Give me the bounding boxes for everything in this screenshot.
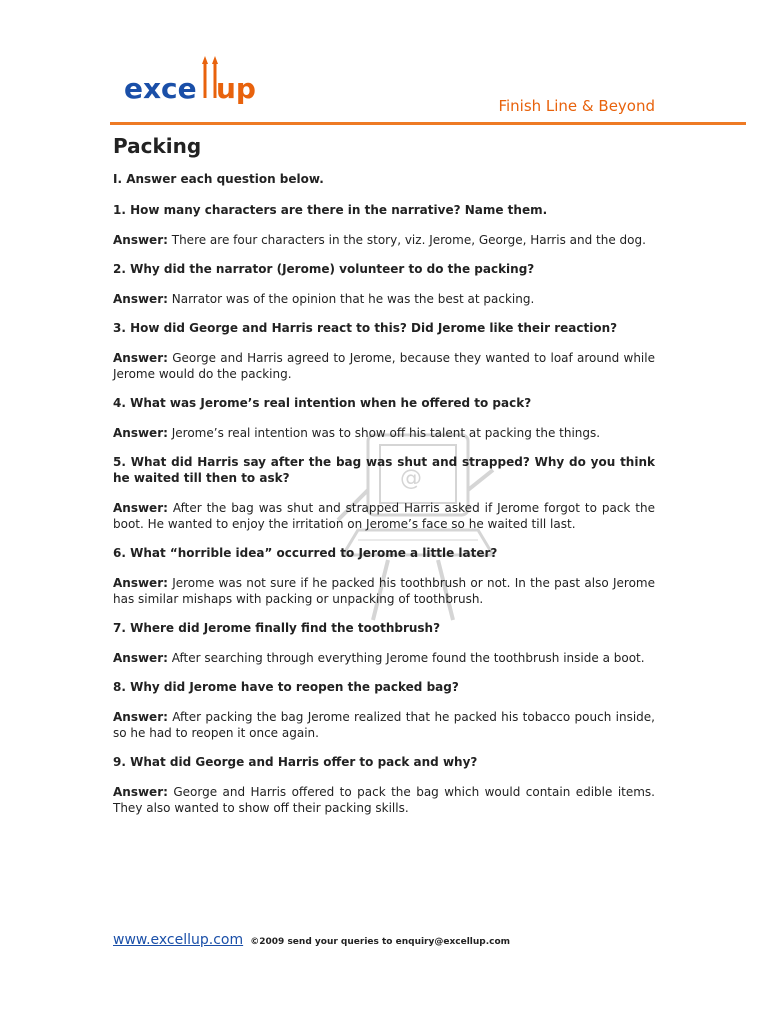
qa-item bbox=[113, 202, 655, 248]
qa-item bbox=[113, 320, 655, 382]
answer-text: Jerome was not sure if he packed his toothbrush or not. In the past also Jerome has similar mishaps with packing or unpacking of toothbrush. bbox=[113, 576, 655, 606]
logo-text-left: exce bbox=[124, 72, 197, 105]
answer-text: After packing the bag Jerome realized that he packed his tobacco pouch inside, so he had to reopen it once again. bbox=[113, 710, 655, 740]
question: 9. What did George and Harris offer to pack and why? bbox=[113, 755, 478, 769]
answer-text: George and Harris agreed to Jerome, because they wanted to loaf around while Jerome would do the packing. bbox=[113, 351, 655, 381]
instructions: I. Answer each question below. bbox=[113, 172, 324, 186]
answer bbox=[113, 425, 655, 441]
question: 6. What “horrible idea” occurred to Jerome a little later? bbox=[113, 546, 498, 560]
question: 3. How did George and Harris react to this? Did Jerome like their reaction? bbox=[113, 321, 618, 335]
question: 1. How many characters are there in the narrative? Name them. bbox=[113, 203, 548, 217]
qa-item bbox=[113, 395, 655, 441]
excellup-logo[interactable] bbox=[112, 48, 282, 110]
footer-copyright: ©2009 send your queries to enquiry@excellup.com bbox=[250, 937, 511, 947]
page-header bbox=[0, 0, 768, 128]
page-title: Packing bbox=[113, 134, 202, 158]
qa-item bbox=[113, 545, 655, 607]
answer bbox=[113, 350, 655, 382]
main-content bbox=[113, 134, 655, 829]
tagline: Finish Line & Beyond bbox=[498, 97, 655, 115]
answer-label: Answer: bbox=[113, 710, 168, 724]
answer-text: George and Harris offered to pack the bag which would contain edible items. They also wanted to show off their packing skills. bbox=[113, 785, 655, 815]
answer-text: Narrator was of the opinion that he was the best at packing. bbox=[171, 292, 535, 306]
answer-label: Answer: bbox=[113, 233, 168, 247]
answer bbox=[113, 232, 655, 248]
page-footer bbox=[113, 932, 510, 948]
question: 2. Why did the narrator (Jerome) volunteer to do the packing? bbox=[113, 262, 535, 276]
answer-text: After the bag was shut and strapped Harris asked if Jerome forgot to pack the boot. He wanted to enjoy the irritation on Jerome’s face so he waited till last. bbox=[113, 501, 655, 531]
answer-label: Answer: bbox=[113, 651, 168, 665]
answer-label: Answer: bbox=[113, 426, 168, 440]
answer bbox=[113, 784, 655, 816]
question: 5. What did Harris say after the bag was shut and strapped? Why do you think he waited till then to ask? bbox=[113, 455, 655, 485]
qa-item bbox=[113, 261, 655, 307]
website-link[interactable]: www.excellup.com bbox=[113, 932, 244, 948]
answer-text: There are four characters in the story, viz. Jerome, George, Harris and the dog. bbox=[171, 233, 646, 247]
qa-item bbox=[113, 679, 655, 741]
answer bbox=[113, 500, 655, 532]
svg-text:@: @ bbox=[400, 466, 422, 491]
answer-label: Answer: bbox=[113, 501, 168, 515]
answer-label: Answer: bbox=[113, 351, 168, 365]
question: 8. Why did Jerome have to reopen the packed bag? bbox=[113, 680, 459, 694]
header-divider bbox=[110, 122, 746, 125]
answer bbox=[113, 650, 655, 666]
answer-label: Answer: bbox=[113, 292, 168, 306]
qa-item bbox=[113, 454, 655, 532]
question: 4. What was Jerome’s real intention when he offered to pack? bbox=[113, 396, 532, 410]
logo-text-right: up bbox=[216, 72, 256, 105]
qa-item bbox=[113, 754, 655, 816]
qa-item bbox=[113, 620, 655, 666]
question: 7. Where did Jerome finally find the toothbrush? bbox=[113, 621, 441, 635]
answer bbox=[113, 709, 655, 741]
answer-label: Answer: bbox=[113, 576, 168, 590]
answer bbox=[113, 291, 655, 307]
answer-label: Answer: bbox=[113, 785, 168, 799]
answer-text: Jerome’s real intention was to show off his talent at packing the things. bbox=[171, 426, 601, 440]
answer bbox=[113, 575, 655, 607]
answer-text: After searching through everything Jerome found the toothbrush inside a boot. bbox=[171, 651, 645, 665]
